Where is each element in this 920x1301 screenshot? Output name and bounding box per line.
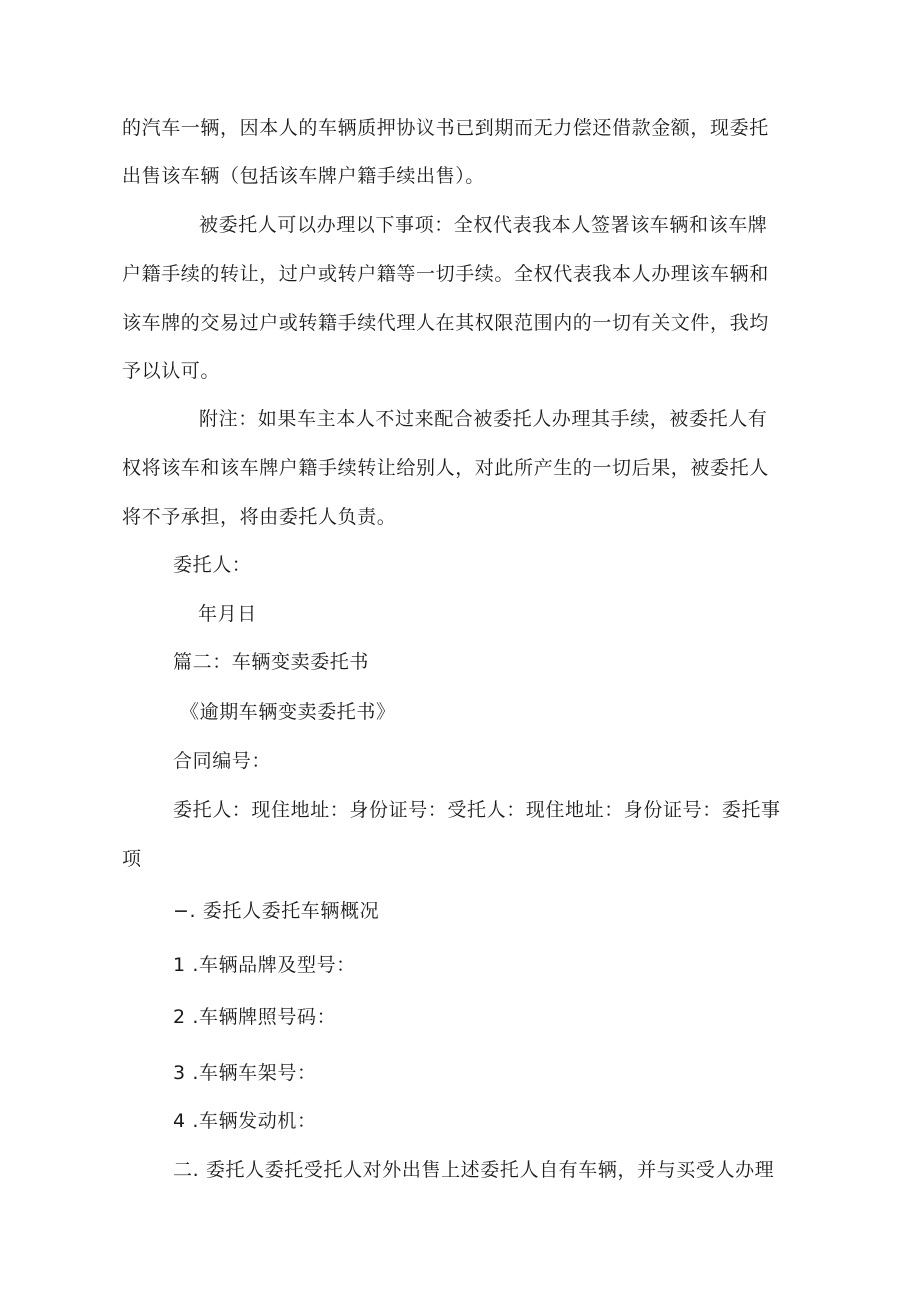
part-two-heading: 篇二：车辆变卖委托书 xyxy=(173,651,370,673)
section-two-line: 二. 委托人委托受托人对外出售上述委托人自有车辆，并与买受人办理 xyxy=(173,1159,775,1181)
section-one-heading: −. 委托人委托车辆概况 xyxy=(173,900,380,922)
paragraph-line: 户籍手续的转让，过户或转户籍等一切手续。全权代表我本人办理该车辆和 xyxy=(122,263,769,285)
document-subtitle: 《逾期车辆变卖委托书》 xyxy=(180,701,396,723)
paragraph-line: 予以认可。 xyxy=(122,360,221,382)
date-label: 年月日 xyxy=(198,603,257,625)
contract-number-label: 合同编号： xyxy=(173,750,272,772)
vehicle-item: 4 .车辆发动机： xyxy=(173,1110,317,1132)
paragraph-line: 权将该车和该车牌户籍手续转让给别人，对此所产生的一切后果，被委托人 xyxy=(122,457,769,479)
paragraph-line: 被委托人可以办理以下事项：全权代表我本人签署该车辆和该车牌 xyxy=(199,214,768,236)
vehicle-item: 2 .车辆牌照号码： xyxy=(173,1006,337,1028)
paragraph-line: 该车牌的交易过户或转籍手续代理人在其权限范围内的一切有关文件，我均 xyxy=(122,312,769,334)
vehicle-item: 3 .车辆车架号： xyxy=(173,1062,317,1084)
parties-line: 项 xyxy=(122,848,142,870)
parties-line: 委托人：现住地址：身份证号：受托人：现住地址：身份证号：委托事 xyxy=(173,799,781,821)
vehicle-item: 1 .车辆品牌及型号： xyxy=(173,954,356,976)
paragraph-line: 的汽车一辆，因本人的车辆质押协议书已到期而无力偿还借款金额，现委托 xyxy=(122,117,769,139)
principal-label: 委托人： xyxy=(173,554,252,576)
paragraph-line: 将不予承担，将由委托人负责。 xyxy=(122,506,397,528)
paragraph-line: 出售该车辆（包括该车牌户籍手续出售）。 xyxy=(122,165,485,187)
paragraph-line: 附注：如果车主本人不过来配合被委托人办理其手续，被委托人有 xyxy=(199,408,768,430)
